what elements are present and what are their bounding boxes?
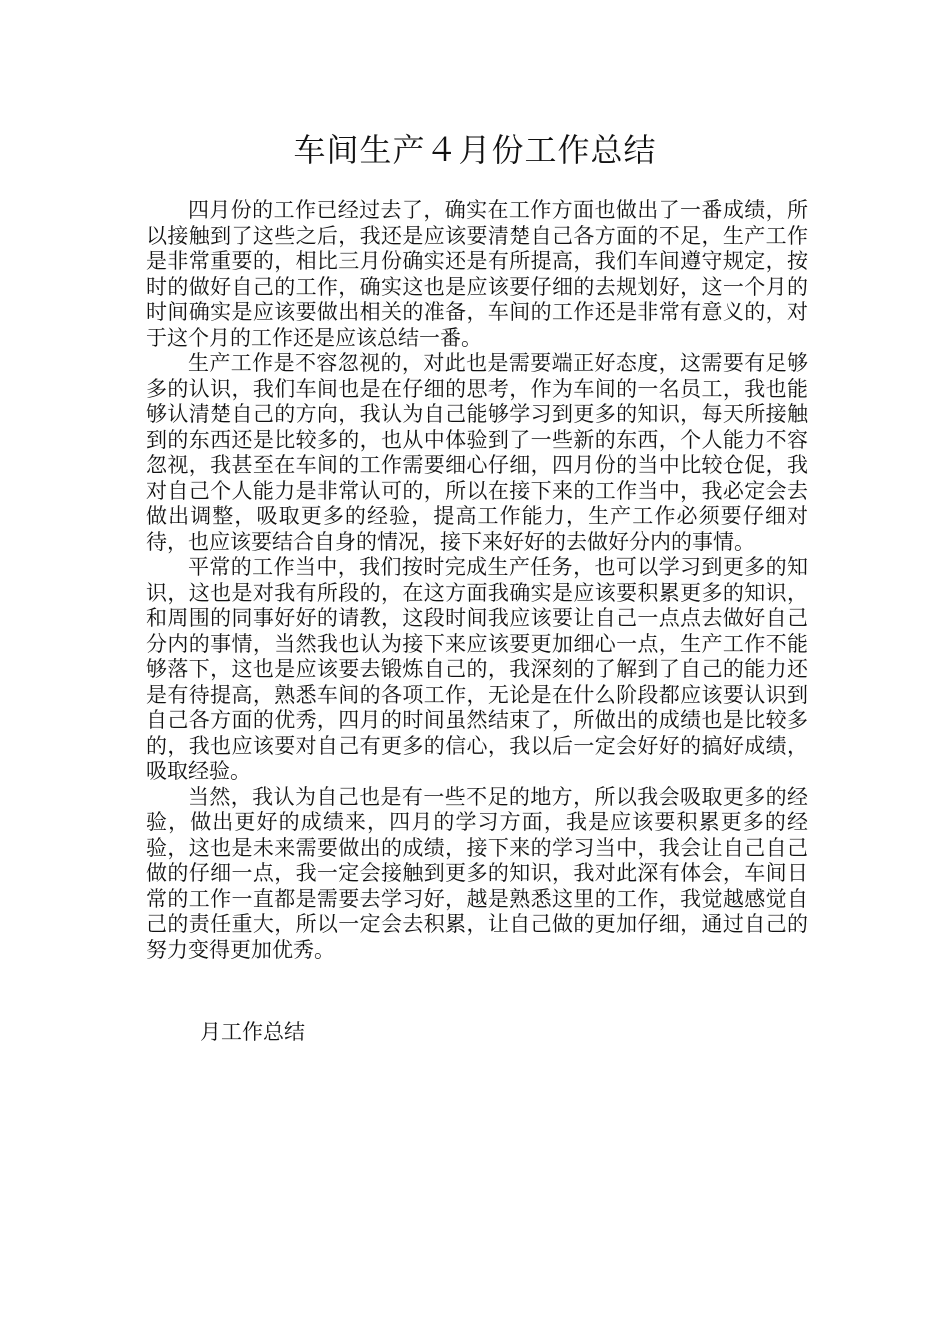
- paragraph-2: 生产工作是不容忽视的，对此也是需要端正好态度，这需要有足够多的认识，我们车间也是在仔细的思考，作为车间的一名员工，我也能够认清楚自己的方向，我认为自己能够学习到更多的知识，每天所接触到的东西还是比较多的，也从中体验到了一些新的东西，个人能力不容忽视，我甚至在车间的工作需要细心仔细，四月份的当中比较仓促，我对自己个人能力是非常认可的，所以在接下来的工作当中，我必定会去做出调整，吸取更多的经验，提高工作能力，生产工作必须要仔细对待，也应该要结合自身的情况，接下来好好的去做好分内的事情。: [146, 351, 808, 554]
- paragraph-4: 当然，我认为自己也是有一些不足的地方，所以我会吸取更多的经验，做出更好的成绩来，四月的学习方面，我是应该要积累更多的经验，这也是未来需要做出的成绩，接下来的学习当中，我会让自己自己做的仔细一点，我一定会接触到更多的知识，我对此深有体会，车间日常的工作一直都是需要去学习好，越是熟悉这里的工作，我觉越感觉自己的责任重大，所以一定会去积累，让自己做的更加仔细，通过自己的努力变得更加优秀。: [146, 784, 808, 962]
- document-body: [146, 198, 808, 963]
- paragraph-1: 四月份的工作已经过去了，确实在工作方面也做出了一番成绩，所以接触到了这些之后，我还是应该要清楚自己各方面的不足，生产工作是非常重要的，相比三月份确实还是有所提高，我们车间遵守规定，按时的做好自己的工作，确实这也是应该要仔细的去规划好，这一个月的时间确实是应该要做出相关的准备，车间的工作还是非常有意义的，对于这个月的工作还是应该总结一番。: [146, 198, 808, 350]
- paragraph-3: 平常的工作当中，我们按时完成生产任务，也可以学习到更多的知识，这也是对我有所段的，在这方面我确实是应该要积累更多的知识，和周围的同事好好的请教，这段时间我应该要让自己一点点去做好自己分内的事情，当然我也认为接下来应该要更加细心一点，生产工作不能够落下，这也是应该要去锻炼自己的，我深刻的了解到了自己的能力还是有待提高，熟悉车间的各项工作，无论是在什么阶段都应该要认识到自己各方面的优秀，四月的时间虽然结束了，所做出的成绩也是比较多的，我也应该要对自己有更多的信心，我以后一定会好好的搞好成绩，吸取经验。: [146, 555, 808, 783]
- document-title: 车间生产４月份工作总结: [293, 131, 657, 169]
- footer-note: 月工作总结: [200, 1020, 305, 1044]
